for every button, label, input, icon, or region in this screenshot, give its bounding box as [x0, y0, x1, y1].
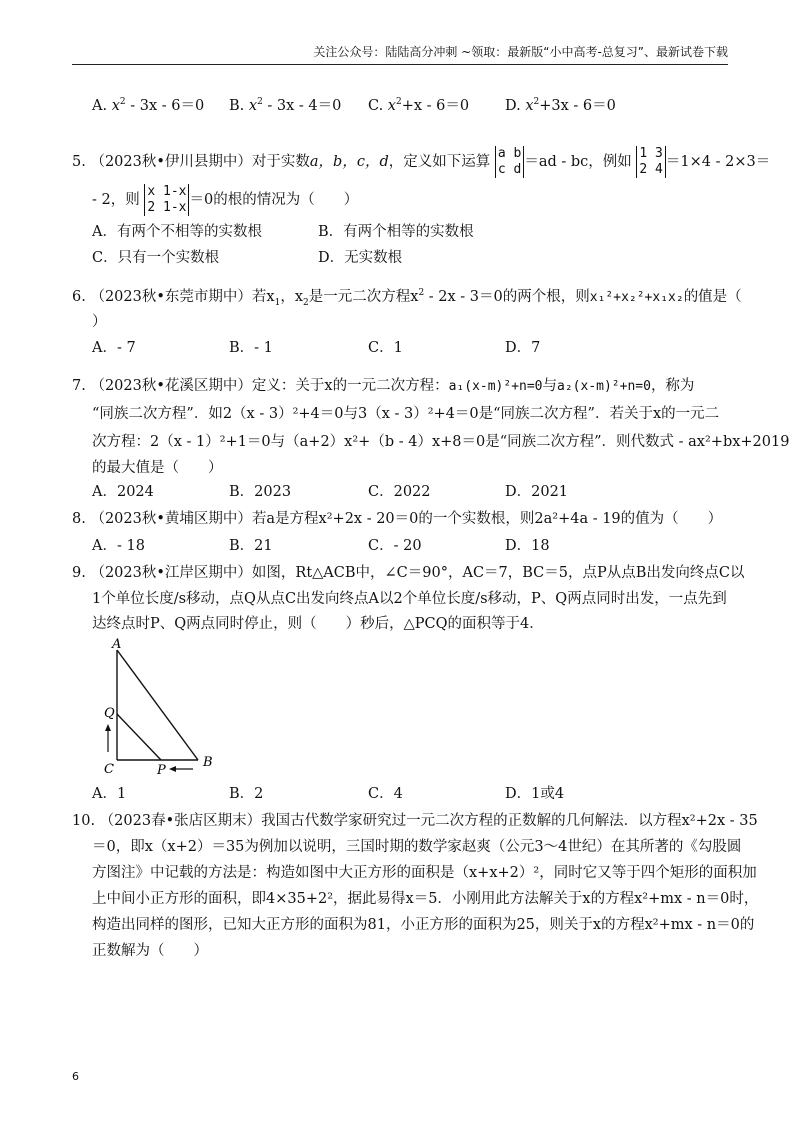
q9-stem-line2: 1个单位长度/s移动，点Q从点C出发向终点A以2个单位长度/s移动，P、Q两点同时出发，一点先到 [92, 591, 727, 607]
q4-option-b: B. $x^2 - 3x - 4=0$ [229, 97, 342, 114]
q5-stem-line2: - 2，则 x 1-x 2 1-x ＝0的根的情况为（ ） [92, 184, 359, 215]
q5-option-b: B．有两个相等的实数根 [318, 224, 474, 240]
q5-option-d: D．无实数根 [318, 250, 403, 266]
q4-option-d: D. $x^2+3x - 6=0$ [505, 97, 616, 114]
q6-stem: 6. （2023秋•东莞市期中）若$x_1$，$x_2$是一元二次方程$x^2 - 2x - 3=0$的两个根，则x₁²+x₂²+x₁x₂的值是（ [72, 288, 742, 308]
page-header: 关注公众号：陆陆高分冲刺 ~领取：最新版“小中高考-总复习”、最新试卷下载 [72, 40, 728, 65]
q7-option-a: A．2024 [92, 484, 154, 500]
q8-stem: 8. （2023秋•黄埔区期中）若a是方程x²+2x - 20＝0的一个实数根，则2a²+4a - 19的值为（ ） [72, 511, 723, 527]
label-q: Q [104, 706, 115, 721]
q5-determinant-abcd: a b c d [495, 146, 524, 178]
q9-option-b: B．2 [229, 786, 264, 802]
label-c: C [104, 762, 114, 776]
q7-stem-line4: 的最大值是（ ） [92, 460, 223, 476]
q9-stem-line3: 达终点时P、Q两点同时停止，则（ ）秒后，△PCQ的面积等于4． [92, 616, 544, 632]
q7-option-c: C．2022 [368, 484, 431, 500]
q7-formula-1: a₁(x-m)²+n=0 [448, 379, 543, 394]
arrow-up-head-icon [105, 724, 111, 731]
q6-expression: x₁²+x₂²+x₁x₂ [589, 290, 684, 305]
q10-stem-line3: 方图注》中记载的方法是：构造如图中大正方形的面积是（x+x+2）²，同时它又等于四个矩形的面积加 [92, 865, 757, 881]
q10-stem-line4: 上中间小正方形的面积，即4×35+2²，据此易得x＝5．小刚用此方法解关于x的方程x²+mx - n＝0时， [92, 891, 759, 907]
q9-option-a: A．1 [92, 786, 127, 802]
q8-option-b: B．21 [229, 538, 273, 554]
q10-stem-line2: ＝0，即x（x+2）＝35为例加以说明，三国时期的数学家赵爽（公元3～4世纪）在其所著的《勾股圆 [92, 839, 742, 855]
q6-option-d: D．7 [505, 340, 541, 356]
q6-option-c: C．1 [368, 340, 403, 356]
q7-stem-line2: “同族二次方程”．如2（x - 3）²+4＝0与3（x - 3）²+4＝0是“同族二次方程”．若关于x的一元二 [92, 406, 720, 422]
label-b: B [203, 755, 213, 770]
q9-triangle-figure [95, 636, 235, 776]
q7-stem-line1: 7. （2023秋•花溪区期中）定义：关于x的一元二次方程：a₁(x-m)²+n=0与a₂(x-m)²+n=0，称为 [72, 378, 695, 394]
q8-option-c: C．- 20 [368, 538, 422, 554]
q4-option-c: C. $x^2+x - 6=0$ [368, 97, 470, 114]
q4-option-a: A. $x^2 - 3x - 6=0$ [92, 97, 205, 114]
q7-stem-line3: 次方程：2（x - 1）²+1＝0与（a+2）x²+（b - 4）x+8＝0是“同族二次方程”．则代数式 - ax²+bx+2019 [92, 434, 790, 450]
q7-formula-2: a₂(x-m)²+n=0 [557, 379, 651, 394]
q5-option-a: A．有两个不相等的实数根 [92, 224, 262, 240]
page-number: 6 [72, 1070, 79, 1083]
q9-option-d: D．1或4 [505, 786, 565, 802]
q8-option-d: D．18 [505, 538, 550, 554]
q9-stem-line1: 9. （2023秋•江岸区期中）如图，Rt△ACB中，∠C＝90°，AC＝7，BC＝5，点P从点B出发向终点C以 [72, 565, 745, 581]
label-a: A [112, 637, 122, 652]
q10-stem-line5: 构造出同样的图形，已知大正方形的面积为81，小正方形的面积为25，则关于x的方程x²+mx - n＝0的 [92, 917, 755, 933]
q8-option-a: A．- 18 [92, 538, 145, 554]
q6-option-b: B．- 1 [229, 340, 273, 356]
q7-option-d: D．2021 [505, 484, 569, 500]
q5-determinant-x: x 1-x 2 1-x [144, 184, 189, 216]
arrow-left-head-icon [169, 766, 176, 772]
segment-pq [117, 714, 161, 760]
q5-determinant-example: 1 3 2 4 [636, 146, 665, 178]
q10-stem-line1: 10. （2023春•张店区期末）我国古代数学家研究过一元二次方程的正数解的几何解法．以方程x²+2x - 35 [72, 813, 758, 829]
q10-stem-line6: 正数解为（ ） [92, 943, 208, 959]
q9-option-c: C．4 [368, 786, 403, 802]
q7-option-b: B．2023 [229, 484, 292, 500]
q6-close-paren: ） [92, 314, 107, 330]
q6-option-a: A．- 7 [92, 340, 136, 356]
side-ab [117, 650, 198, 760]
q5-stem-line1: 5. （2023秋•伊川县期中）对于实数a，b，c，d，定义如下运算 a b c d ＝ad - bc，例如 1 3 2 4 ＝1×4 - 2×3＝ [72, 146, 771, 177]
label-p: P [157, 763, 166, 776]
q5-option-c: C．只有一个实数根 [92, 250, 220, 266]
